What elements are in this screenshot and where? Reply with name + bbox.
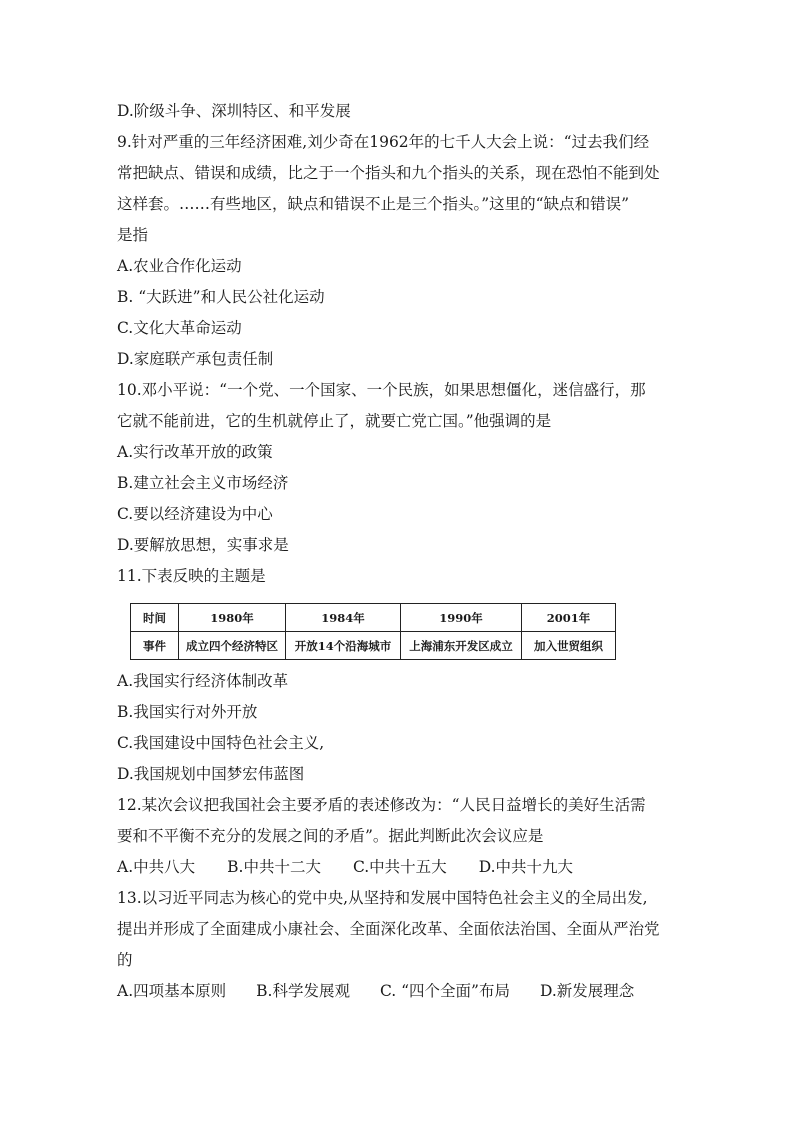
q11-stem: 11.下表反映的主题是: [117, 567, 266, 585]
q12-stem-line: 12.某次会议把我国社会主要矛盾的表述修改为：“人民日益增长的美好生活需: [117, 796, 646, 814]
q13-option-d: D.新发展理念: [539, 982, 635, 1000]
question-10: [117, 375, 679, 561]
q12-option-c: C.中共十五大: [352, 858, 447, 876]
q13-option-b: B.科学发展观: [256, 982, 350, 1000]
question-9: [117, 127, 679, 375]
q12-option-b: B.中共十二大: [227, 858, 321, 876]
exam-page: [117, 96, 679, 1007]
table-row: [131, 632, 616, 660]
q9-stem-line: 9.针对严重的三年经济困难,刘少奇在1962年的七千人大会上说：“过去我们经: [117, 133, 650, 151]
table-cell: 上海浦东开发区成立: [401, 632, 522, 660]
q13-option-c: C. “四个全面”布局: [379, 982, 510, 1000]
q10-stem-line: 它就不能前进，它的生机就停止了，就要亡党亡国。”他强调的是: [117, 412, 552, 430]
question-11: [117, 561, 679, 790]
question-12: [117, 790, 679, 883]
q13-stem-line: 提出并形成了全面建成小康社会、全面深化改革、全面依法治国、全面从严治党: [117, 920, 660, 938]
question-13: [117, 883, 679, 1007]
table-cell: 1990年: [401, 604, 522, 632]
q9-stem-line: 是指: [117, 226, 149, 244]
q13-stem-line: 13.以习近平同志为核心的党中央,从坚持和发展中国特色社会主义的全局出发,: [117, 889, 648, 907]
q12-option-d: D.中共十九大: [478, 858, 574, 876]
q10-option-a: A.实行改革开放的政策: [117, 443, 273, 461]
q13-stem-line: 的: [117, 951, 133, 969]
q11-table-wrap: [130, 603, 679, 660]
table-cell: 1980年: [179, 604, 286, 632]
table-cell: 2001年: [522, 604, 616, 632]
q9-option-d: D.家庭联产承包责任制: [117, 350, 274, 368]
table-cell: 加入世贸组织: [522, 632, 616, 660]
q11-option-d: D.我国规划中国梦宏伟蓝图: [117, 765, 305, 783]
q9-option-b: B. “大跃进”和人民公社化运动: [117, 288, 325, 306]
q11-table: [130, 603, 616, 660]
q9-stem-line: 常把缺点、错误和成绩，比之于一个指头和九个指头的关系，现在恐怕不能到处: [117, 164, 660, 182]
q9-option-a: A.农业合作化运动: [117, 257, 242, 275]
q12-options-row: [117, 852, 679, 883]
table-cell: 事件: [131, 632, 179, 660]
q12-option-a: A.中共八大: [117, 858, 196, 876]
q13-options-row: [117, 976, 679, 1007]
q10-option-d: D.要解放思想，实事求是: [117, 536, 289, 554]
q11-option-a: A.我国实行经济体制改革: [117, 672, 289, 690]
q10-option-b: B.建立社会主义市场经济: [117, 474, 289, 492]
table-header-row: [131, 604, 616, 632]
table-cell: 开放14个沿海城市: [286, 632, 401, 660]
q11-option-b: B.我国实行对外开放: [117, 703, 258, 721]
q9-stem-line: 这样套。……有些地区，缺点和错误不止是三个指头。”这里的“缺点和错误”: [117, 195, 630, 213]
table-cell: 时间: [131, 604, 179, 632]
q10-stem-line: 10.邓小平说：“一个党、一个国家、一个民族，如果思想僵化，迷信盛行，那: [117, 381, 646, 399]
q9-option-c: C.文化大革命运动: [117, 319, 242, 337]
q11-option-c: C.我国建设中国特色社会主义,: [117, 734, 325, 752]
q10-option-c: C.要以经济建设为中心: [117, 505, 273, 523]
q13-option-a: A.四项基本原则: [117, 982, 227, 1000]
q12-stem-line: 要和不平衡不充分的发展之间的矛盾”。据此判断此次会议应是: [117, 827, 544, 845]
q8-option-d: D.阶级斗争、深圳特区、和平发展: [117, 102, 351, 120]
table-cell: 成立四个经济特区: [179, 632, 286, 660]
table-cell: 1984年: [286, 604, 401, 632]
